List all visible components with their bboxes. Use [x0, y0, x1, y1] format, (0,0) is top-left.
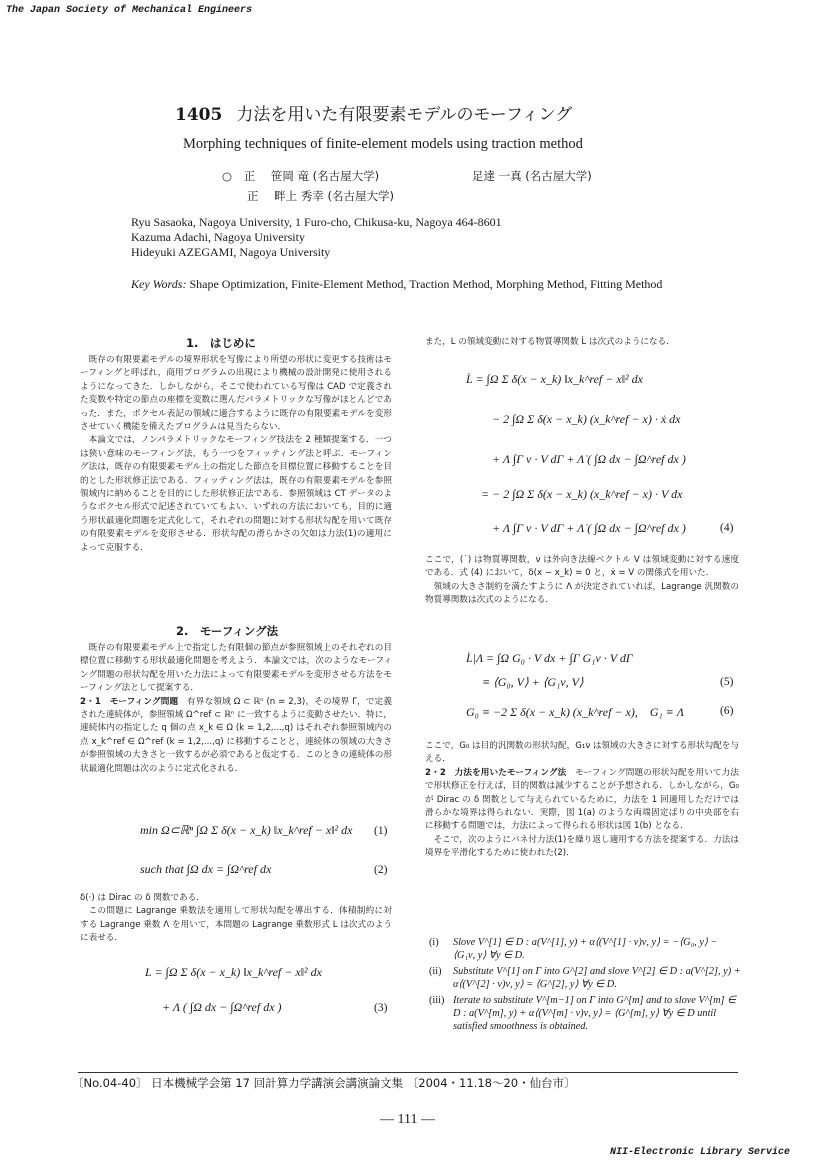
- equation-2: such that ∫Ω dx = ∫Ω^ref dx: [140, 862, 272, 876]
- paper-number: 1405: [175, 105, 223, 125]
- author-2: 足達 一真 (名古屋大学): [472, 169, 592, 183]
- equation-4-line-2: − 2 ∫Ω Σ δ(x − x_k) (x_k^ref − x) · ẋ dx: [492, 412, 681, 426]
- equation-3-number: (3): [374, 1002, 388, 1014]
- keywords: [131, 276, 691, 292]
- algorithm-step-2: (ii) Substitute V^[1] on Γ into G^[2] and slove V^[2] ∈ D : a(V^[2], y) + α⟨(V^[2] · ν)ν, y⟩ = ⟨G^[2], y⟩ ∀y ∈ D.: [429, 966, 741, 990]
- equation-1-number: (1): [374, 825, 388, 837]
- intro-paragraph-2: 本論文では，ノンパラメトリックなモーフィング技法を 2 種類提案する．一つは狭い意味のモーフィング法，もう一つをフィッティング法と呼ぶ．モーフィング法は，既存の有限要素モデル上の指定した節点を目標位置に移動することを目的とした形状修正法である．フィッティング法は，既存の有限要素モデルを参照領域内に納めることを目的にした形状修正法である．参照領域は CT データのようなボクセル形式で記述されていてもよい．いずれの方法においても，目的に適う形状最適化問題を定式化して，それぞれの問題に対する形状勾配を用いて既存の有限要素モデルを変形させる．形状勾配の滑らかさの欠如は力法(1)の適用によって克服する．: [80, 435, 392, 553]
- keywords-text: Shape Optimization, Finite-Element Method, Traction Method, Morphing Method, Fitting Method: [189, 277, 663, 291]
- title-english: Morphing techniques of finite-element models using traction method: [183, 136, 583, 152]
- algorithm-step-3: (iii) Iterate to substitute V^[m−1] on Γ into G^[m] and to slove V^[m] ∈ D : a(V^[m], y) + α⟨(V^[m] · ν)ν, y⟩ = ⟨G^[m], y⟩ ∀y ∈ D until satisfied smoothness is obtained.: [429, 995, 737, 1032]
- morphing-paragraph-1: 既存の有限要素モデル上で指定した有限個の節点が参照領域上のそれぞれの目標位置に移動する形状最適化問題を考えよう．本論文では，次のようなモーフィング問題の形状勾配を用いた力法によって有限要素モデルを変形させる方法をモーフィング法として提案する．: [80, 643, 392, 694]
- author-3: 畔上 秀幸 (名古屋大学): [274, 189, 394, 203]
- equation-4-line-1: L̇ = ∫Ω Σ δ(x − x_k) ‖x_k^ref − x‖² dx: [466, 372, 643, 386]
- section-1-heading: 1. はじめに: [186, 336, 256, 350]
- author-line-1: [222, 168, 379, 184]
- constraint-paragraph: 領域の大きさ制約を満たすように Λ が決定されていれば，Lagrange 汎関数の物質導関数は次式のようになる．: [425, 581, 739, 606]
- lagrange-paragraph: この問題に Lagrange 乗数法を適用して形状勾配を導出する．体積制約に対する Lagrange 乗数 Λ を用いて，本問題の Lagrange 乗数形式 L は次式のように表せる．: [80, 906, 392, 944]
- left-lagrange: [80, 892, 392, 946]
- left-intro: [80, 354, 392, 555]
- algorithm-step-1: (i) Slove V^[1] ∈ D : a(V^[1], y) + α⟨(V^[1] · ν)ν, y⟩ = −⟨G₀, y⟩ − ⟨G₁ν, y⟩ ∀y ∈ D.: [429, 937, 718, 961]
- affiliation-3: Hideyuki AZEGAMI, Nagoya University: [131, 245, 331, 259]
- iteration-paragraph: そこで，次のようにバネ付力法(1)を繰り返し適用する方法を提案する．力法は境界を平滑化するために使われた(2)．: [425, 834, 739, 859]
- library-service-footer: NII-Electronic Library Service: [610, 1147, 791, 1158]
- member-rank: 正: [243, 169, 256, 183]
- right-derivative-notes: [425, 554, 739, 608]
- equation-5-number: (5): [720, 676, 734, 688]
- equation-5-line-2: ≡ ⟨G₀, V⟩ + ⟨G₁ν, V⟩: [482, 675, 584, 689]
- society-header: The Japan Society of Mechanical Engineers: [6, 5, 253, 16]
- affiliations: [131, 215, 502, 260]
- equation-1: min Ω⊂ℝⁿ ∫Ω Σ δ(x − x_k) ‖x_k^ref − x‖² dx: [140, 823, 353, 837]
- keywords-label: Key Words:: [131, 277, 187, 291]
- dirac-note: δ(·) は Dirac の δ 関数である．: [80, 893, 205, 903]
- gradient-paragraph: ここで，G₀ は目的汎関数の形状勾配，G₁ν は領域の大きさに対する形状勾配を与える．: [425, 741, 739, 765]
- intro-paragraph-1: 既存の有限要素モデルの境界形状を写像により所望の形状に変更する技術はモーフィングと呼ばれ，商用プログラムの出現により機械の設計開発に使用されるようになってきた．しかしながら，そこで使われている写像は CAD で定義された変数や特定の節点の座標を変数に選んだパラメトリックな写像がほとんどであった．また，ボクセル表記の領域に適合するように既存の有限要素モデルを変形させていく機能を備えたプログラムは見当たらない．: [80, 355, 392, 433]
- notation-paragraph: ここで，(˙) は物質導関数，ν は外向き法線ベクトル V は領域変動に対する速度である．式 (4) において，δ(x − x_k) = 0 と，ẋ = V の関係式を用いた．: [425, 555, 739, 579]
- proceedings-footer: 〔No.04-40〕 日本機械学会第 17 回計算力学講演会講演論文集 〔2004・11.18〜20・仙台市〕: [72, 1076, 576, 1090]
- author-1: 笹岡 竜 (名古屋大学): [270, 169, 380, 183]
- equation-4-line-4: = − 2 ∫Ω Σ δ(x − x_k) (x_k^ref − x) · V dx: [481, 487, 683, 501]
- equation-5-line-1: L̇|Λ = ∫Ω G₀ · V dx + ∫Γ G₁ν · V dΓ: [466, 651, 633, 665]
- equation-3-line-2: + Λ ( ∫Ω dx − ∫Ω^ref dx ): [162, 1000, 282, 1014]
- left-morphing: [80, 642, 392, 776]
- subsection-2-1-heading: 2・1 モーフィング問題: [80, 696, 179, 707]
- footer-rule: [78, 1072, 738, 1073]
- subsection-2-2-heading: 2・2 力法を用いたモーフィング法: [425, 767, 567, 778]
- page-number: — 111 —: [380, 1112, 435, 1127]
- morphing-paragraph-2: 2・1 モーフィング問題 有界な領域 Ω ⊂ ℝⁿ (n = 2,3)，その境界 Γ，で定義された連続体が，参照領域 Ω^ref ⊂ ℝⁿ に一致するように変動させたい．特に，連続体内の指定した q 個の点 x_k ∈ Ω (k = 1,2,...,q) はそれぞれ参照領域内の点 x_k^ref ∈ Ω^ref (k = 1,2,...,q) に移動することと，連続体の領域の大きさが参照領域の大きさと一致するが必須であると仮定する．このときの連続体の形状最適化問題は次のように定式化される．: [80, 696, 392, 774]
- equation-3-line-1: L = ∫Ω Σ δ(x − x_k) ‖x_k^ref − x‖² dx: [145, 965, 322, 979]
- affiliation-1: Ryu Sasaoka, Nagoya University, 1 Furo-cho, Chikusa-ku, Nagoya 464-8601: [131, 215, 502, 229]
- equation-4-line-5: + Λ ∫Γ ν · V dΓ + Λ̇ ( ∫Ω dx − ∫Ω^ref dx ): [492, 521, 686, 535]
- equation-6-number: (6): [720, 705, 734, 717]
- equation-6: G₀ ≡ −2 Σ δ(x − x_k) (x_k^ref − x), G₁ ≡ Λ: [466, 705, 685, 719]
- equation-2-number: (2): [374, 864, 388, 876]
- equation-4-line-3: + Λ ∫Γ ν · V dΓ + Λ̇ ( ∫Ω dx − ∫Ω^ref dx ): [492, 452, 686, 466]
- section-2-heading: 2. モーフィング法: [176, 624, 279, 638]
- member-rank: 正: [247, 189, 259, 203]
- presenter-mark: ○: [222, 169, 233, 183]
- title-japanese: 力法を用いた有限要素モデルのモーフィング: [236, 105, 573, 125]
- equation-4-number: (4): [720, 522, 734, 534]
- algorithm-steps: [429, 936, 741, 1033]
- affiliation-2: Kazuma Adachi, Nagoya University: [131, 230, 305, 244]
- material-derivative-intro: また，L の領域変動に対する物質導関数 L̇ は次式のようになる．: [425, 337, 675, 347]
- paper-title: [175, 100, 572, 125]
- right-intro: [425, 336, 739, 349]
- author-line-2: [247, 188, 394, 204]
- right-traction: [425, 740, 739, 861]
- traction-paragraph: 2・2 力法を用いたモーフィング法 モーフィング問題の形状勾配を用いて力法で形状修正を行えば，目的関数は減少することが予想される．しかしながら，G₀ が Dirac の δ 関数として与えられているために，力法を 1 回適用しただけでは滑らかな境界は得られない．実際，図 1(a) のような両端固定ばりの中央部を右に移動する問題では，力法によって得られる形状は図 1(b) となる．: [425, 767, 739, 832]
